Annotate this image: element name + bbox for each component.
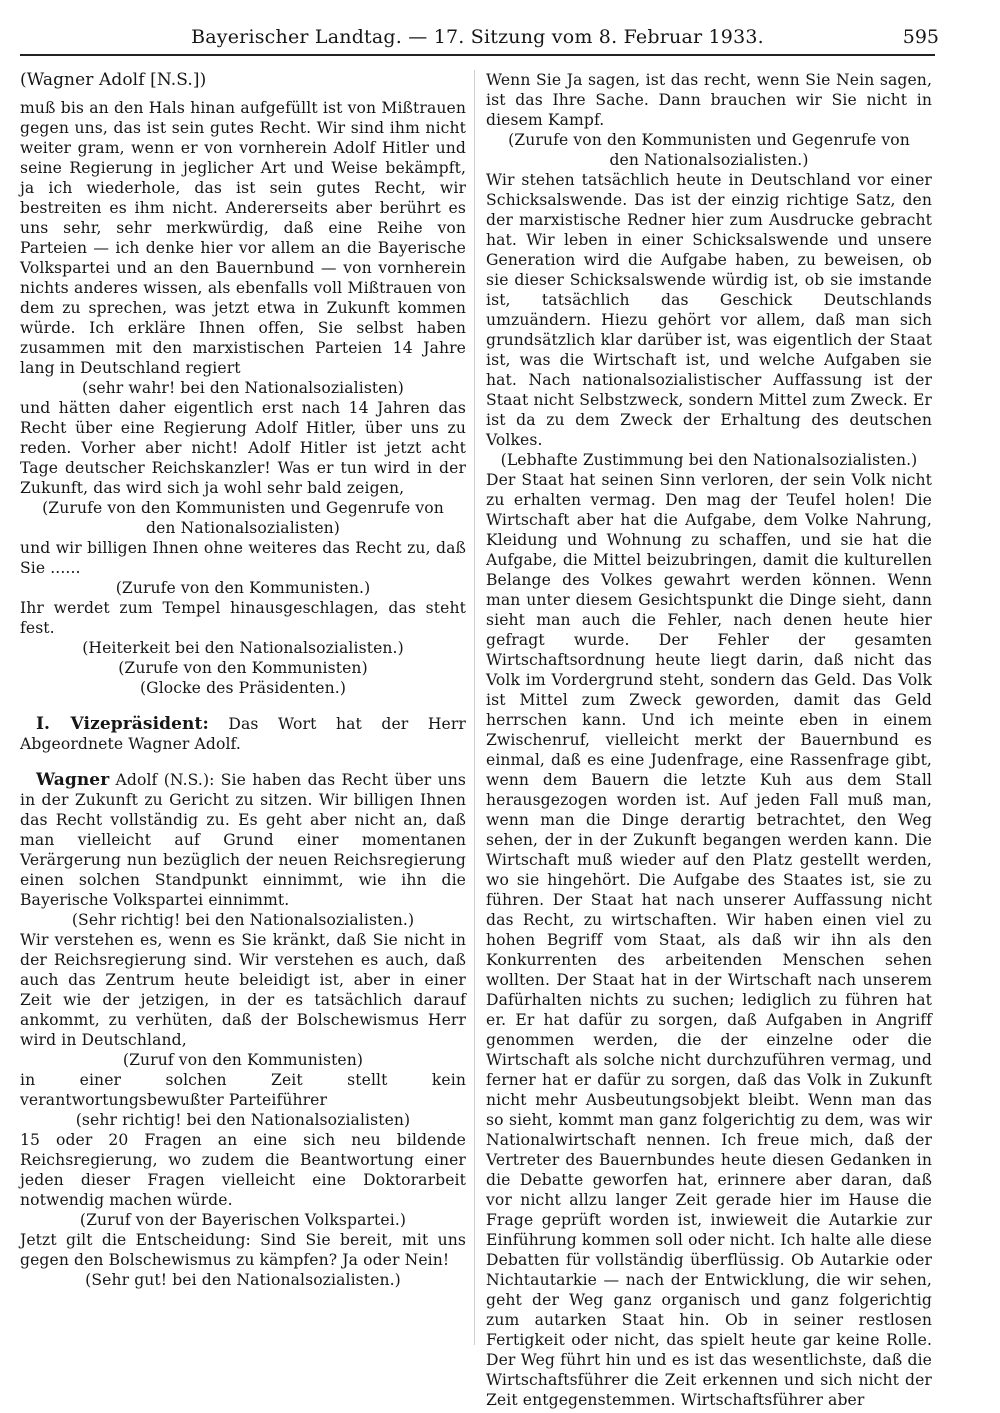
speech-opening <box>20 770 466 910</box>
interjection: (Zurufe von den Kommunisten und Gegenrufe von den Nationalsozialisten.) <box>508 131 910 169</box>
paragraph: und wir billigen Ihnen ohne weiteres das Recht zu, daß Sie ...... <box>20 539 466 577</box>
paragraph: 15 oder 20 Fragen an eine sich neu bildende Reichsregierung, wo zudem die Beantwortung einer jeden dieser Fragen vielleicht eine Doktorarbeit notwendig machen würde. <box>20 1131 466 1209</box>
paragraph: Ihr werdet zum Tempel hinausgeschlagen, das steht fest. <box>20 599 466 637</box>
interjection: (Heiterkeit bei den Nationalsozialisten.) <box>82 639 404 657</box>
paragraph: und hätten daher eigentlich erst nach 14 Jahren das Recht über eine Regierung Adolf Hitler, über uns zu reden. Vorher aber nicht! Adolf Hitler ist jetzt acht Tage deutscher Reichskanzler! Was er tun wird in der Zukunft, das wird sich ja wohl sehr bald zeigen, <box>20 399 466 497</box>
paragraph: in einer solchen Zeit stellt kein verantwortungsbewußter Parteiführer <box>20 1071 466 1109</box>
interjection: (Sehr richtig! bei den Nationalsozialisten.) <box>71 911 415 929</box>
interjection: (Glocke des Präsidenten.) <box>139 679 347 697</box>
interjection: (sehr richtig! bei den Nationalsozialisten) <box>75 1111 411 1129</box>
vice-president-remark <box>20 714 466 754</box>
interjection: (Zurufe von den Kommunisten und Gegenrufe von den Nationalsozialisten) <box>42 499 444 537</box>
interjection: (Zuruf von der Bayerischen Volkspartei.) <box>79 1211 407 1229</box>
header-title: Bayerischer Landtag. — 17. Sitzung vom 8. Februar 1933. <box>191 26 764 48</box>
interjection: (Lebhafte Zustimmung bei den Nationalsozialisten.) <box>500 451 918 469</box>
speaker-name: Wagner <box>36 770 110 790</box>
speaker-heading: (Wagner Adolf [N.S.]) <box>20 70 207 90</box>
interjection: (Zuruf von den Kommunisten) <box>122 1051 364 1069</box>
interjection: (sehr wahr! bei den Nationalsozialisten) <box>82 379 404 397</box>
page-header <box>20 24 939 56</box>
paragraph: Wir stehen tatsächlich heute in Deutschland vor einer Schicksalswende. Das ist der einzig richtige Satz, den der marxistische Redner hier zum Ausdrucke gebracht hat. Wir leben in einer Schicksalswende und unsere Generation wird die Aufgabe haben, zu beweisen, ob sie dieser Schicksalswende würdig ist, ob sie imstande ist, tatsächlich das Geschick Deutschlands umzuändern. Hiezu gehört vor allem, daß man sich grundsätzlich klar darüber ist, was eigentlich der Staat ist, was die Wirtschaft ist, und welche Aufgaben sie hat. Nach nationalsozialistischer Auffassung ist der Staat nicht Selbstzweck, sondern Mittel zum Zweck. Er ist da zu dem Zweck der Erhaltung des deutschen Volkes. <box>486 171 932 449</box>
left-column <box>20 70 466 1290</box>
interjection: (Zurufe von den Kommunisten.) <box>115 579 371 597</box>
page-number: 595 <box>902 26 939 48</box>
paragraph: Jetzt gilt die Entscheidung: Sind Sie bereit, mit uns gegen den Bolschewismus zu kämpfen? Ja oder Nein! <box>20 1231 466 1269</box>
speech-text: Adolf (N.S.): Sie haben das Recht über uns in der Zukunft zu Gericht zu sitzen. Wir billigen Ihnen das Recht vollständig zu. Es geht aber nicht an, daß man vielleicht auf Grund einer momentanen Verärgerung nun bezüglich der neuen Reichsregierung einen solchen Standpunkt einnimmt, wie ihn die Bayerische Volkspartei einnimmt. <box>20 771 466 909</box>
right-column <box>486 70 932 1410</box>
speaker-name: I. Vizepräsident: <box>36 714 209 734</box>
interjection: (Sehr gut! bei den Nationalsozialisten.) <box>85 1271 401 1289</box>
paragraph: Wenn Sie Ja sagen, ist das recht, wenn Sie Nein sagen, ist das Ihre Sache. Dann brauchen wir Sie nicht in diesem Kampf. <box>486 71 932 129</box>
remark-text: Das Wort hat der Herr Abgeordnete Wagner Adolf. <box>20 715 466 753</box>
paragraph: Der Staat hat seinen Sinn verloren, der sein Volk nicht zu erhalten vermag. Den mag der Teufel holen! Die Wirtschaft aber hat die Aufgabe, dem Volke Nahrung, Kleidung und Wohnung zu schaffen, und sie hat die Aufgabe, die Mittel beizubringen, damit die kulturellen Belange des Volkes gewahrt werden können. Wenn man unter diesem Gesichtspunkt die Dinge sieht, dann sieht man auch die Fehler, nach denen heute hier gefragt wurde. Der Fehler der gesamten Wirtschaftsordnung heute liegt darin, daß nicht das Volk im Vordergrund steht, sondern das Geld. Das Volk ist Mittel zum Zweck geworden, damit das Geld herrschen kann. Und ich meinte eben in einem Zwischenruf, vielleicht merkt der Bauernbund es einmal, daß es eine Judenfrage, eine Rassenfrage gibt, wenn dem Bauern die letzte Kuh aus dem Stall herausgezogen worden ist. Auf jeden Fall muß man, wenn man die Dinge derartig betrachtet, den Weg sehen, der in der Zukunft begangen werden kann. Die Wirtschaft muß wieder auf den Platz gestellt werden, wo sie hingehört. Die Aufgabe des Staates ist, sie zu führen. Der Staat hat nach unserer Auffassung nicht das Recht, zu wirtschaften. Wir haben einen viel zu hohen Begriff vom Staat, als daß wir ihn als den Konkurrenten des arbeitenden Menschen sehen wollten. Der Staat hat in der Wirtschaft nach unserem Dafürhalten nichts zu suchen; lediglich zu führen hat er. Er hat dafür zu sorgen, daß Aufgaben in Angriff genommen werden, die der einzelne oder die Wirtschaft als solche nicht durchzuführen vermag, und ferner hat er dafür zu sorgen, daß das Volk in Zukunft nicht mehr Ausbeutungsobjekt bleibt. Wenn man das so sieht, kommt man ganz folgerichtig zu dem, was wir Nationalwirtschaft nennen. Ich freue mich, daß der Vertreter des Bauernbundes heute diesen Gedanken in die Debatte geworfen hat, erinnere aber daran, daß vor nicht allzu langer Zeit gerade hier im Hause die Frage geprüft worden ist, inwieweit die Autarkie zur Einführung kommen soll oder nicht. Ich halte alle diese Debatten für vollständig überflüssig. Ob Autarkie oder Nichtautarkie — nach der Entwicklung, die wir sehen, geht der Weg ganz organisch und ganz folgerichtig zum autarken Staat hin. Ob in seiner restlosen Fertigkeit oder nicht, das spielt heute gar keine Rolle. Der Weg führt hin und es ist das wesentlichste, daß die Wirtschaftsführer die Zeit erkennen und sich nicht der Zeit entgegenstemmen. Wirtschaftsführer aber <box>486 471 932 1409</box>
paragraph: muß bis an den Hals hinan aufgefüllt ist von Mißtrauen gegen uns, das ist sein gutes Recht. Wir sind ihm nicht weiter gram, wenn er von vornherein Adolf Hitler und seine Regierung in jeglicher Art und Weise bekämpft, ja ich wiederhole, das ist sein gutes Recht, wir bestreiten es ihm nicht. Andererseits aber berührt es uns sehr, sehr merkwürdig, daß eine Reihe von Parteien — ich denke hier vor allem an die Bayerische Volkspartei und an den Bauernbund — von vornherein nichts anderes wissen, als ebenfalls voll Mißtrauen von dem zu sprechen, was jetzt etwa in Zukunft kommen würde. Ich erkläre Ihnen offen, Sie selbst haben zusammen mit den marxistischen Parteien 14 Jahre lang in Deutschland regiert <box>20 99 466 377</box>
column-divider <box>474 70 475 1345</box>
paragraph: Wir verstehen es, wenn es Sie kränkt, daß Sie nicht in der Reichsregierung sind. Wir verstehen es auch, daß auch das Zentrum heute beleidigt ist, aber in einer Zeit wie der jetzigen, in der es tatsächlich darauf ankommt, zu verhüten, daß der Bolschewismus Herr wird in Deutschland, <box>20 931 466 1049</box>
interjection: (Zurufe von den Kommunisten) <box>118 659 368 677</box>
